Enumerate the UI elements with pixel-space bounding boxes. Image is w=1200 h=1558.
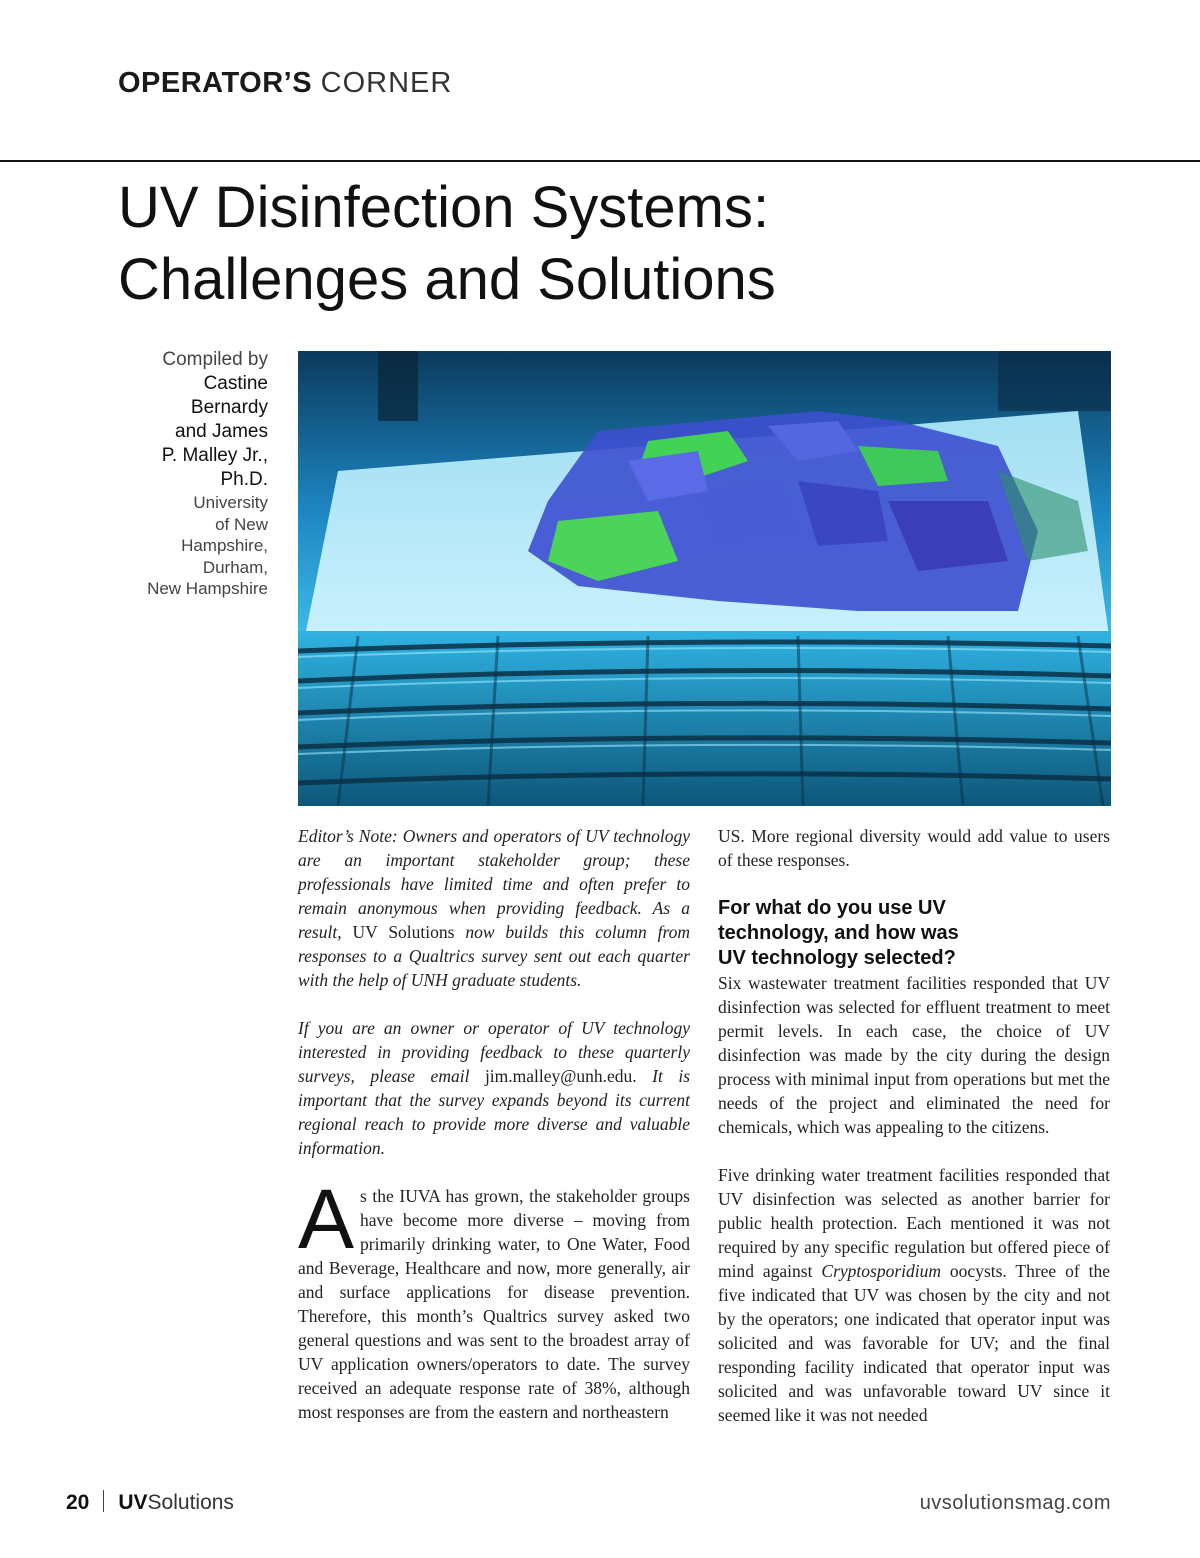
section-header <box>0 62 1200 102</box>
editor-note-text: Editor’s Note: Owners and operators of UV technology are an important stakeholder group; these professionals have limited time and often prefer to remain anonymous when providing feedback. As a result, <box>298 826 690 942</box>
affiliation-line: Durham, <box>202 557 268 577</box>
continued-paragraph: US. More regional diversity would add value to users of these responses. <box>718 826 1110 870</box>
editor-note-text: If you are an owner or operator of UV technology interested in providing feedback to these quarterly surveys, please email <box>298 1018 690 1086</box>
drop-cap: A <box>298 1172 355 1266</box>
author-line: Ph.D. <box>220 469 268 490</box>
subheading-line: For what do you use UV <box>718 897 946 919</box>
footer-divider <box>103 1490 104 1512</box>
compiled-by-label: Compiled by <box>162 349 268 370</box>
header-rule <box>0 160 1200 162</box>
editor-note-paragraph <box>298 1016 690 1160</box>
author-affiliation <box>100 492 268 600</box>
page-footer-left <box>66 1490 234 1516</box>
author-line: Castine <box>203 373 268 394</box>
article-title <box>118 172 1118 316</box>
title-line-1: UV Disinfection Systems: <box>118 175 770 240</box>
affiliation-line: New Hampshire <box>147 579 268 598</box>
affiliation-line: University <box>193 493 268 512</box>
author-line: Bernardy <box>190 397 268 418</box>
intro-text: s the IUVA has grown, the stakeholder groups have become more diverse – moving from primarily drinking water, to One Water, Food and Beverage, Healthcare and now, more generally, air and surface applications for disease prevention. Therefore, this month’s Qualtrics survey asked two general questions and was sent to the broadest array of UV application owners/operators to date. The survey received an adequate response rate of 38%, although most responses are from the eastern and northeastern <box>298 1186 690 1422</box>
wastewater-paragraph: Six wastewater treatment facilities responded that UV disinfection was selected for effluent treatment to meet permit levels. In each case, the choice of UV disinfection was made by the city during the design process with minimal input from operations but met the needs of the project and eliminated the need for chemicals, which was appealing to the citizens. <box>718 973 1110 1137</box>
species-name: Cryptosporidium <box>821 1261 941 1281</box>
title-line-2: Challenges and Solutions <box>118 247 776 312</box>
author-names <box>100 372 268 492</box>
publication-name: UV Solutions <box>352 922 455 942</box>
text-column-right <box>718 824 1110 1427</box>
section-label <box>118 66 452 100</box>
drinking-water-text: oocysts. Three of the five indicated that UV was chosen by the city and not by the operators; one indicated that operator input was solicited and was favorable for UV; and the final responding facility indicated that operator input was solicited and was unfavorable toward UV since it seemed like it was not needed <box>718 1261 1110 1425</box>
affiliation-line: of New <box>215 514 268 534</box>
text-column-left <box>298 824 690 1424</box>
page-number: 20 <box>66 1491 90 1514</box>
drinking-water-paragraph <box>718 1163 1110 1427</box>
contact-email[interactable]: jim.malley@unh.edu. <box>484 1066 637 1086</box>
section-subheading <box>718 896 1110 971</box>
section-label-strong: OPERATOR’S <box>118 67 313 99</box>
editor-note-text: It is important that the survey expands beyond its current regional reach to provide more diverse and valuable information. <box>298 1066 691 1158</box>
editor-note-text: now builds this column from responses to a Qualtrics survey sent out each quarter with the help of UNH graduate students. <box>298 922 691 990</box>
magazine-name-light: Solutions <box>147 1491 234 1514</box>
intro-paragraph <box>298 1172 690 1424</box>
affiliation-line: Hampshire, <box>181 536 268 555</box>
section-label-light: CORNER <box>320 67 453 99</box>
footer-website[interactable]: uvsolutionsmag.com <box>919 1492 1111 1514</box>
author-line: P. Malley Jr., <box>161 445 268 466</box>
magazine-name-bold: UV <box>118 1491 148 1514</box>
subheading-line: technology, and how was <box>718 922 959 944</box>
drinking-water-text: Five drinking water treatment facilities responded that UV disinfection was selected as another barrier for public health protection. Each mentioned it was not required by any specific regulation but offered piece of mind against <box>718 1165 1110 1281</box>
uv-map-photo-illustration <box>298 351 1111 806</box>
paragraph-gap <box>298 992 690 1016</box>
article-photo <box>298 351 1111 806</box>
paragraph-gap <box>718 1139 1110 1163</box>
author-line: and James <box>175 421 268 442</box>
paragraph-gap <box>298 1160 690 1184</box>
subheading-line: UV technology selected? <box>718 947 956 969</box>
byline <box>100 348 268 600</box>
editor-note-paragraph <box>298 824 690 992</box>
